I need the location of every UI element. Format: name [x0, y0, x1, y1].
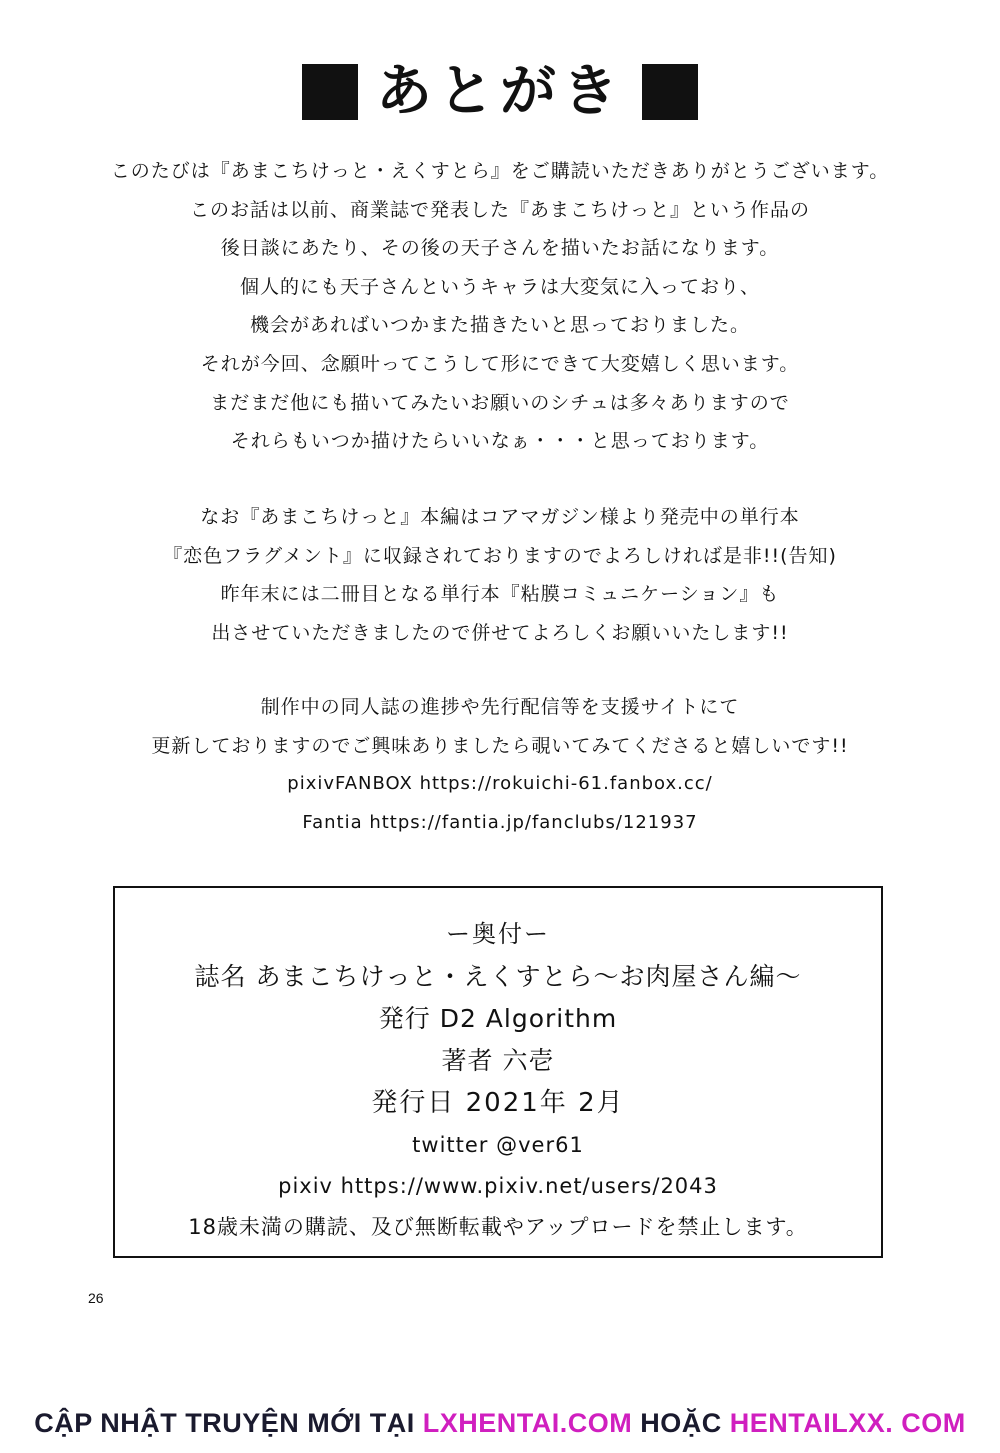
- text-line: 出させていただきましたので併せてよろしくお願いいたします!!: [211, 621, 789, 644]
- fanbox-link: pixivFANBOX https://rokuichi-61.fanbox.cc/: [287, 773, 713, 795]
- text-line: このお話は以前、商業誌で発表した『あまこちけっと』という作品の: [189, 198, 810, 221]
- text-line: 制作中の同人誌の進捗や先行配信等を支援サイトにて: [260, 696, 740, 718]
- text-line: それが今回、念願叶ってこうして形にできて大変嬉しく思います。: [200, 352, 800, 375]
- colophon-date: 発行日 2021年 2月: [371, 1088, 625, 1118]
- colophon-author: 著者 六壱: [441, 1046, 555, 1075]
- text-line: 更新しておりますのでご興味ありましたら覗いてみてくださると嬉しいです!!: [151, 734, 849, 757]
- text-line: 機会があればいつかまた描きたいと思っておりました。: [249, 314, 750, 337]
- page-title: あとがき: [376, 59, 624, 124]
- text-line: 個人的にも天子さんというキャラは大変気に入っており、: [239, 275, 760, 298]
- text-line: 後日談にあたり、その後の天子さんを描いたお話になります。: [220, 237, 780, 260]
- text-line: なお『あまこちけっと』本編はコアマガジン様より発売中の単行本: [200, 506, 800, 528]
- colophon-heading: ー奥付ー: [446, 920, 550, 948]
- title-left-square: [302, 64, 358, 120]
- afterword-paragraph-1: [0, 152, 1000, 461]
- colophon-pixiv: pixiv https://www.pixiv.net/users/2043: [278, 1174, 718, 1198]
- afterword-paragraph-3: [0, 688, 1000, 842]
- title-right-square: [642, 64, 698, 120]
- colophon-publisher: 発行 D2 Algorithm: [378, 1004, 618, 1033]
- fantia-link: Fantia https://fantia.jp/fanclubs/121937: [302, 811, 698, 833]
- promo-banner: [0, 1400, 1000, 1446]
- title-block: [0, 59, 1000, 124]
- colophon-notice: 18歳未満の購読、及び無断転載やアップロードを禁止します。: [188, 1215, 808, 1239]
- text-line: まだまだ他にも描いてみたいお願いのシチュは多々ありますので: [210, 391, 790, 414]
- banner-prefix: CẬP NHẬT TRUYỆN MỚI TẠI: [34, 1408, 423, 1438]
- colophon-box: [113, 886, 883, 1258]
- banner-site-2: HENTAILXX. COM: [729, 1408, 966, 1438]
- text-line: それらもいつか描けたらいいなぁ・・・と思っております。: [230, 430, 770, 453]
- text-line: 『恋色フラグメント』に収録されておりますのでよろしければ是非!!(告知): [163, 544, 837, 567]
- banner-site-1: LXHENTAI.COM: [422, 1408, 633, 1438]
- colophon-magazine-name: 誌名 あまこちけっと・えくすとら〜お肉屋さん編〜: [194, 962, 802, 991]
- page-number: 26: [88, 1290, 104, 1306]
- afterword-paragraph-2: [0, 498, 1000, 652]
- text-line: 昨年末には二冊目となる単行本『粘膜コミュニケーション』も: [220, 583, 780, 606]
- banner-middle: HOẶC: [632, 1408, 730, 1438]
- colophon-twitter: twitter @ver61: [412, 1133, 584, 1157]
- text-line: このたびは『あまこちけっと・えくすとら』をご購読いただきありがとうございます。: [110, 160, 890, 182]
